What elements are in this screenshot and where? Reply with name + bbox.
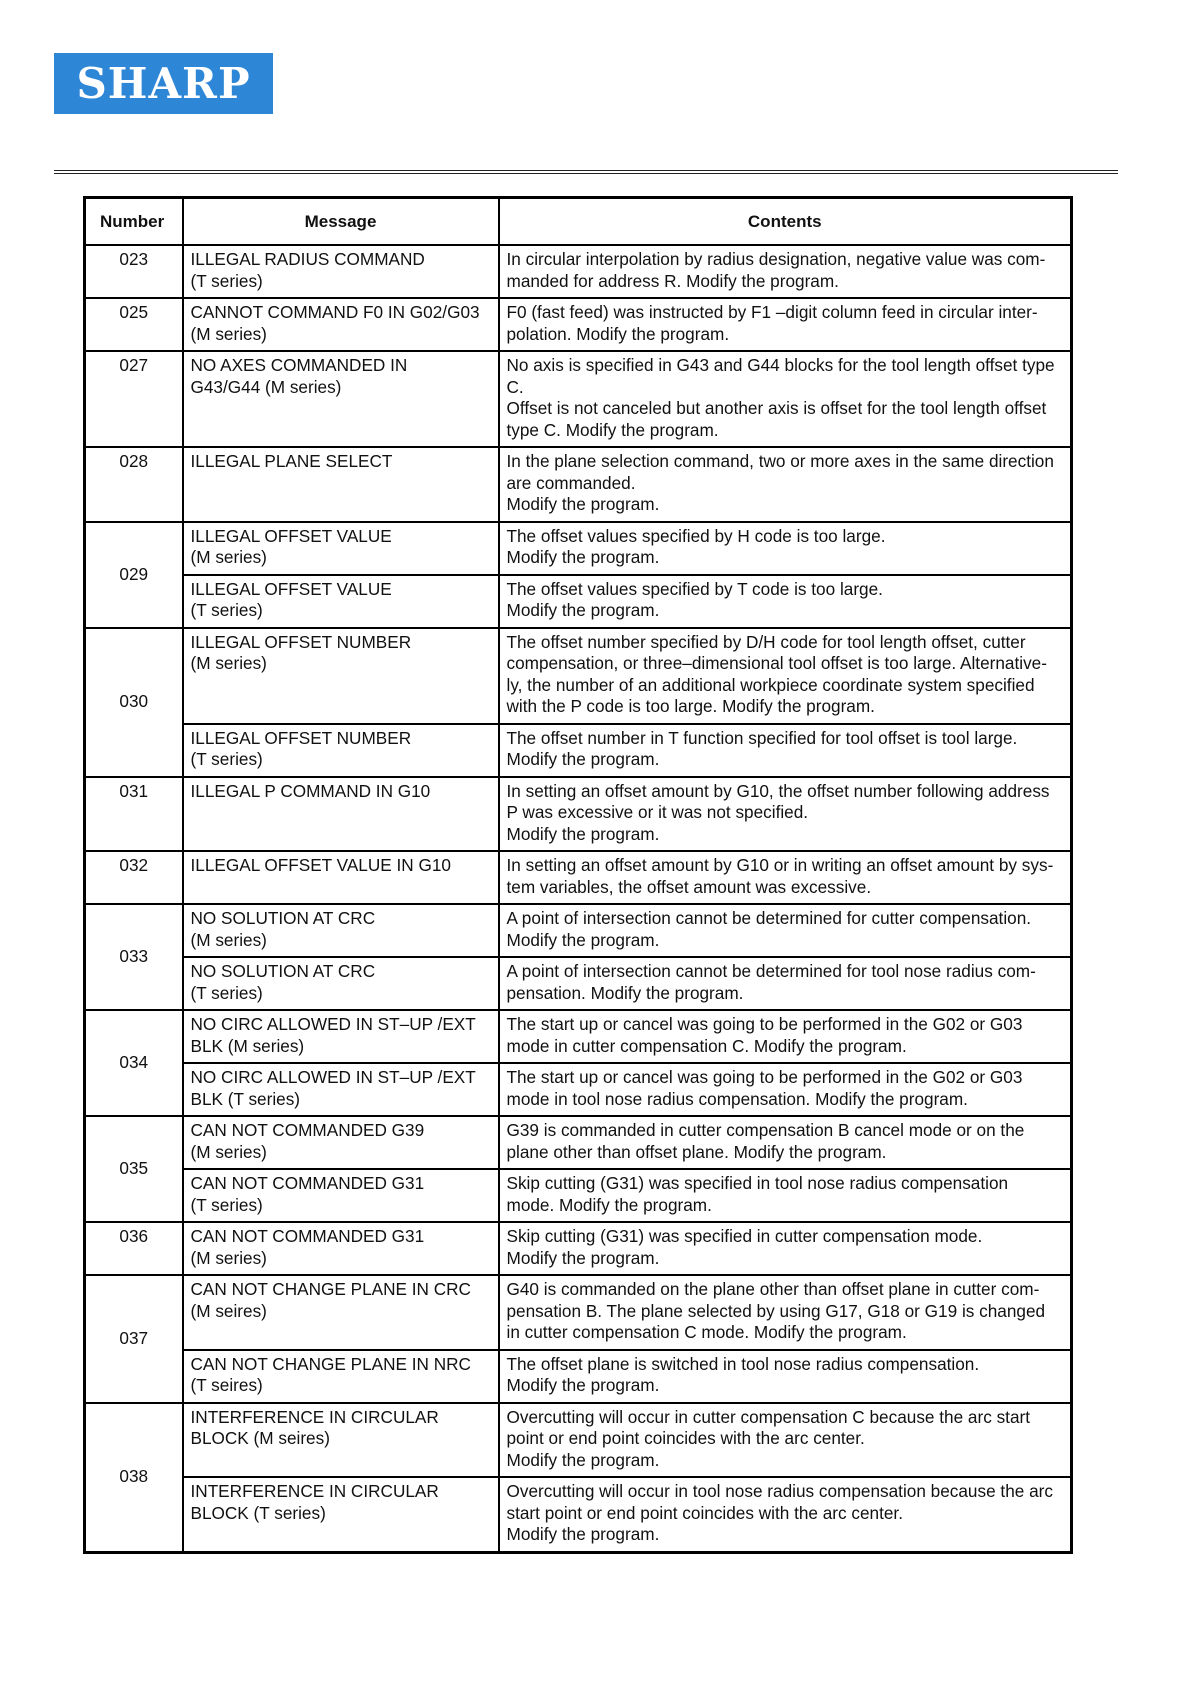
cell-line: A point of intersection cannot be determined for cutter compensation. [506,908,1032,928]
cell-line: In the plane selection command, two or more axes in the same direction [506,451,1054,471]
cell-line: INTERFERENCE IN CIRCULAR [190,1481,439,1501]
cell-line: CANNOT COMMAND F0 IN G02/G03 [190,302,480,322]
cell-line: Offset is not canceled but another axis is offset for the tool length offset [506,398,1047,418]
alarm-number: 023 [85,245,183,298]
cell-line: Modify the program. [506,600,660,620]
cell-line: Modify the program. [506,494,660,514]
header-rule [54,173,1118,174]
cell-line: G43/G44 (M series) [190,376,342,397]
cell-line: Skip cutting (G31) was specified in tool nose radius compensation [506,1173,1009,1193]
cell-line: BLOCK (T series) [190,1502,326,1523]
alarm-message [183,522,499,575]
table-row [85,351,1072,447]
table-row [85,298,1072,351]
alarm-message [183,904,499,957]
cell-line: ILLEGAL PLANE SELECT [190,451,393,471]
cell-line: (M series) [190,547,267,567]
cell-line: plane other than offset plane. Modify the program. [506,1141,887,1162]
cell-line: (M series) [190,1141,267,1162]
table-header-row [85,198,1072,246]
cell-line: CAN NOT CHANGE PLANE IN CRC [190,1279,471,1299]
alarm-contents [499,1222,1072,1275]
cell-line: tem variables, the offset amount was excessive. [506,876,872,897]
cell-line: (M series) [190,323,267,344]
alarm-message [183,447,499,522]
alarm-number: 035 [85,1116,183,1222]
alarm-contents [499,1010,1072,1063]
alarm-contents [499,351,1072,447]
cell-line: Modify the program. [506,749,660,769]
cell-line: polation. Modify the program. [506,323,730,344]
cell-line: Modify the program. [506,929,660,950]
alarm-number: 033 [85,904,183,1010]
cell-line: with the P code is too large. Modify the program. [506,696,875,716]
cell-line: mode in tool nose radius compensation. Modify the program. [506,1088,968,1109]
cell-line: The start up or cancel was going to be performed in the G02 or G03 [506,1014,1023,1034]
cell-line: F0 (fast feed) was instructed by F1 –digit column feed in circular inter- [506,302,1038,322]
cell-line: ILLEGAL RADIUS COMMAND [190,249,425,269]
header-number: Number [85,198,183,246]
alarm-contents [499,777,1072,852]
cell-line: G39 is commanded in cutter compensation B cancel mode or on the [506,1120,1025,1140]
alarm-message [183,1063,499,1116]
alarm-contents [499,851,1072,904]
alarm-contents [499,957,1072,1010]
cell-line: Modify the program. [506,1247,660,1268]
table-row [85,1063,1072,1116]
alarm-contents [499,575,1072,628]
cell-line: Modify the program. [506,1449,660,1470]
alarm-contents [499,298,1072,351]
table-row [85,904,1072,957]
alarm-message [183,298,499,351]
table-row [85,1403,1072,1478]
cell-line: point or end point coincides with the arc center. [506,1428,865,1448]
alarm-contents [499,724,1072,777]
table-row [85,1477,1072,1552]
cell-line: In circular interpolation by radius designation, negative value was com- [506,249,1046,269]
cell-line: NO CIRC ALLOWED IN ST–UP /EXT [190,1067,476,1087]
cell-line: start point or end point coincides with the arc center. [506,1502,903,1523]
cell-line: type C. Modify the program. [506,419,719,440]
alarm-contents [499,1275,1072,1350]
cell-line: C. [506,376,524,397]
alarm-message [183,1350,499,1403]
alarm-contents [499,1477,1072,1552]
alarm-message [183,1010,499,1063]
table-row [85,1010,1072,1063]
table-row [85,1275,1072,1350]
cell-line: (T series) [190,270,263,291]
alarm-contents [499,904,1072,957]
cell-line: ILLEGAL OFFSET VALUE [190,525,392,546]
cell-line: Skip cutting (G31) was specified in cutter compensation mode. [506,1226,983,1246]
alarm-message [183,851,499,904]
cell-line: The offset values specified by H code is too large. [506,525,886,546]
alarm-contents [499,522,1072,575]
alarm-number: 031 [85,777,183,852]
header-rule [54,170,1118,171]
alarm-number: 038 [85,1403,183,1553]
cell-line: BLK (M series) [190,1035,305,1056]
cell-line: ly, the number of an additional workpiece coordinate system specified [506,674,1035,695]
cell-line: CAN NOT COMMANDED G31 [190,1173,425,1193]
alarm-message [183,777,499,852]
alarm-message [183,1477,499,1552]
cell-line: In setting an offset amount by G10, the offset number following address [506,780,1050,801]
table-row [85,777,1072,852]
cell-line: mode. Modify the program. [506,1194,712,1215]
cell-line: NO SOLUTION AT CRC [190,961,376,981]
table-row [85,1222,1072,1275]
cell-line: compensation, or three–dimensional tool offset is too large. Alternative- [506,653,1047,673]
alarm-number: 030 [85,628,183,777]
alarm-number: 029 [85,522,183,628]
alarm-contents [499,1350,1072,1403]
alarm-contents [499,1403,1072,1478]
table-row [85,1169,1072,1222]
cell-line: NO CIRC ALLOWED IN ST–UP /EXT [190,1014,476,1034]
cell-line: P was excessive or it was not specified. [506,802,809,822]
cell-line: (T series) [190,982,263,1003]
cell-line: NO AXES COMMANDED IN [190,355,408,375]
alarm-message [183,575,499,628]
cell-line: CAN NOT CHANGE PLANE IN NRC [190,1353,471,1374]
cell-line: Modify the program. [506,1375,660,1395]
table-row [85,724,1072,777]
cell-line: pensation B. The plane selected by using G17, G18 or G19 is changed [506,1300,1046,1321]
cell-line: (M series) [190,1247,267,1268]
header-message: Message [183,198,499,246]
cell-line: (M series) [190,929,267,950]
cell-line: ILLEGAL OFFSET VALUE IN G10 [190,855,451,875]
cell-line: Modify the program. [506,547,660,567]
table-row [85,447,1072,522]
table-row [85,1350,1072,1403]
alarm-number: 028 [85,447,183,522]
alarm-message [183,1222,499,1275]
cell-line: (T series) [190,600,263,620]
alarm-number: 037 [85,1275,183,1403]
cell-line: Modify the program. [506,823,660,844]
cell-line: BLOCK (M seires) [190,1428,330,1448]
cell-line: (M seires) [190,1300,267,1321]
table-row [85,575,1072,628]
cell-line: (M series) [190,653,267,673]
alarm-contents [499,1169,1072,1222]
cell-line: In setting an offset amount by G10 or in writing an offset amount by sys- [506,855,1054,875]
cell-line: The offset plane is switched in tool nose radius compensation. [506,1353,980,1374]
alarm-contents [499,1116,1072,1169]
cell-line: Modify the program. [506,1524,660,1544]
alarm-message [183,351,499,447]
alarm-number: 034 [85,1010,183,1116]
sharp-logo [54,53,273,114]
cell-line: (T series) [190,749,263,769]
cell-line: ILLEGAL OFFSET NUMBER [190,631,412,652]
alarm-table [83,196,1073,1554]
cell-line: (T seires) [190,1375,263,1395]
cell-line: pensation. Modify the program. [506,982,744,1003]
alarm-number: 036 [85,1222,183,1275]
alarm-message [183,628,499,724]
alarm-contents [499,447,1072,522]
alarm-message [183,1169,499,1222]
alarm-contents [499,628,1072,724]
cell-line: A point of intersection cannot be determined for tool nose radius com- [506,961,1036,981]
cell-line: The offset number specified by D/H code for tool length offset, cutter [506,631,1026,652]
cell-line: Overcutting will occur in tool nose radius compensation because the arc [506,1481,1053,1501]
cell-line: ILLEGAL P COMMAND IN G10 [190,780,431,801]
cell-line: (T series) [190,1194,263,1215]
cell-line: Overcutting will occur in cutter compensation C because the arc start [506,1406,1030,1427]
table-row [85,245,1072,298]
cell-line: mode in cutter compensation C. Modify the program. [506,1035,907,1056]
alarm-message [183,245,499,298]
alarm-message [183,1403,499,1478]
alarm-number: 025 [85,298,183,351]
table-row [85,522,1072,575]
cell-line: INTERFERENCE IN CIRCULAR [190,1406,439,1427]
alarm-message [183,957,499,1010]
cell-line: The start up or cancel was going to be performed in the G02 or G03 [506,1067,1023,1087]
cell-line: are commanded. [506,472,636,493]
table-row [85,957,1072,1010]
cell-line: No axis is specified in G43 and G44 blocks for the tool length offset type [506,355,1055,375]
cell-line: ILLEGAL OFFSET NUMBER [190,727,412,748]
cell-line: CAN NOT COMMANDED G39 [190,1120,425,1140]
alarm-contents [499,1063,1072,1116]
table-row [85,628,1072,724]
cell-line: The offset number in T function specified for tool offset is tool large. [506,727,1018,748]
alarm-message [183,1275,499,1350]
alarm-contents [499,245,1072,298]
header-contents: Contents [499,198,1072,246]
cell-line: in cutter compensation C mode. Modify the program. [506,1322,907,1342]
cell-line: BLK (T series) [190,1088,301,1109]
alarm-number: 032 [85,851,183,904]
alarm-number: 027 [85,351,183,447]
logo-text: SHARP [76,59,251,108]
table-row [85,1116,1072,1169]
cell-line: NO SOLUTION AT CRC [190,908,376,928]
alarm-message [183,1116,499,1169]
cell-line: manded for address R. Modify the program. [506,270,839,291]
cell-line: The offset values specified by T code is too large. [506,578,883,599]
table-row [85,851,1072,904]
cell-line: G40 is commanded on the plane other than offset plane in cutter com- [506,1279,1040,1299]
cell-line: ILLEGAL OFFSET VALUE [190,578,392,599]
alarm-message [183,724,499,777]
cell-line: CAN NOT COMMANDED G31 [190,1226,425,1246]
